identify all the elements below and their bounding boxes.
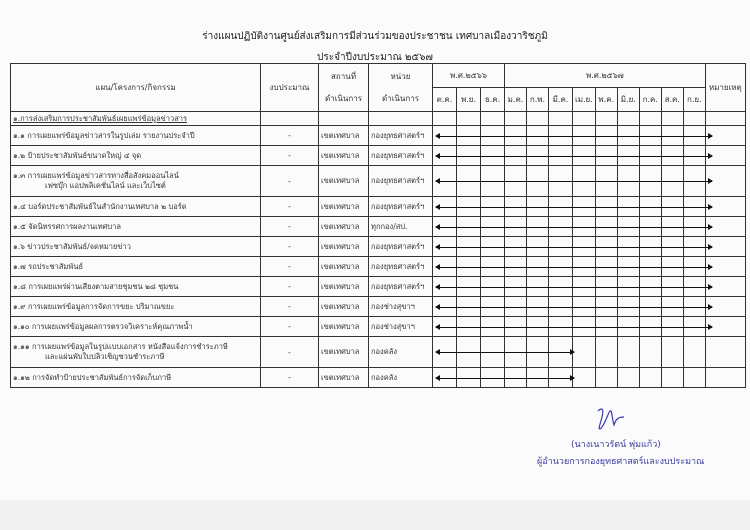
- month-cell: [505, 257, 527, 277]
- month-cell: [639, 277, 661, 297]
- plan-table: [10, 63, 746, 388]
- month-cell: [683, 126, 705, 146]
- header-month: ก.พ.: [527, 88, 549, 112]
- month-cell: [481, 297, 505, 317]
- month-cell: [549, 217, 573, 237]
- row-budget: -: [261, 146, 319, 166]
- month-cell: [683, 217, 705, 237]
- row-budget: -: [261, 368, 319, 388]
- signature-position: ผู้อำนวยการกองยุทธศาสตร์และงบประมาณ: [537, 457, 705, 467]
- month-cell: [505, 368, 527, 388]
- header-place-line2: ดำเนินการ: [325, 94, 362, 103]
- row-place: เขตเทศบาล: [319, 126, 369, 146]
- row-place: เขตเทศบาล: [319, 146, 369, 166]
- row-item: [11, 217, 261, 237]
- row-item-text: ๑.๖ ข่าวประชาสัมพันธ์/จดหมายข่าว: [13, 241, 131, 251]
- month-cell: [595, 217, 617, 237]
- row-budget: -: [261, 197, 319, 217]
- month-cell: [505, 126, 527, 146]
- row-place: เขตเทศบาล: [319, 257, 369, 277]
- signature-mark: [594, 405, 630, 435]
- page-bottom-margin: [0, 500, 750, 530]
- header-note: หมายเหตุ: [705, 64, 745, 112]
- row-item: [11, 337, 261, 368]
- month-cell: [683, 237, 705, 257]
- month-cell: [573, 197, 596, 217]
- month-cell: [639, 197, 661, 217]
- header-month: มิ.ย.: [617, 88, 639, 112]
- row-budget: -: [261, 166, 319, 197]
- row-budget: -: [261, 217, 319, 237]
- header-year-2566: พ.ศ.๒๕๖๖: [433, 64, 505, 88]
- month-cell: [481, 337, 505, 368]
- header-unit: [369, 64, 433, 112]
- month-cell: [481, 146, 505, 166]
- header-month: เม.ย.: [573, 88, 596, 112]
- row-unit: กองช่างสุขาฯ: [369, 297, 433, 317]
- month-cell: [573, 337, 596, 368]
- header-month: พ.ค.: [595, 88, 617, 112]
- month-cell: [595, 197, 617, 217]
- header-place: [319, 64, 369, 112]
- month-cell: [617, 126, 639, 146]
- month-cell: [433, 317, 457, 337]
- header-unit-line2: ดำเนินการ: [382, 94, 419, 103]
- month-cell: [481, 277, 505, 297]
- row-unit: กองคลัง: [369, 368, 433, 388]
- month-cell: [617, 337, 639, 368]
- table-row: [11, 217, 746, 237]
- row-unit: กองช่างสุขาฯ: [369, 317, 433, 337]
- table-row: [11, 166, 746, 197]
- month-cell: [481, 237, 505, 257]
- month-cell: [505, 217, 527, 237]
- month-cell: [527, 237, 549, 257]
- month-cell: [595, 146, 617, 166]
- month-cell: [595, 126, 617, 146]
- month-cell: [683, 317, 705, 337]
- month-cell: [661, 197, 683, 217]
- month-cell: [661, 146, 683, 166]
- table-row: [11, 197, 746, 217]
- month-cell: [595, 166, 617, 197]
- header-month: ก.ย.: [683, 88, 705, 112]
- row-item-text-2: และแผ่นพับใบปลิวเชิญชวนชำระภาษี: [45, 352, 165, 361]
- month-cell: [481, 217, 505, 237]
- month-cell: [639, 317, 661, 337]
- month-cell: [683, 197, 705, 217]
- month-cell: [457, 217, 481, 237]
- month-cell: [573, 217, 596, 237]
- month-cell: [457, 237, 481, 257]
- month-cell: [527, 217, 549, 237]
- month-cell: [457, 197, 481, 217]
- month-cell: [573, 277, 596, 297]
- row-unit: ทุกกอง/สป.: [369, 217, 433, 237]
- month-cell: [573, 237, 596, 257]
- row-item-text: ๑.๓ การเผยแพร่ข้อมูลข่าวสารทางสื่อสังคมออนไลน์: [13, 171, 179, 180]
- month-cell: [661, 257, 683, 277]
- row-item-text: ๑.๔ บอร์ดประชาสัมพันธ์ในสำนักงานเทศบาล ๒ บอร์ด: [13, 201, 187, 211]
- month-cell: [595, 337, 617, 368]
- row-unit: กองยุทธศาสตร์ฯ: [369, 237, 433, 257]
- row-unit: กองยุทธศาสตร์ฯ: [369, 166, 433, 197]
- month-cell: [549, 297, 573, 317]
- row-item: [11, 166, 261, 197]
- row-unit: กองยุทธศาสตร์ฯ: [369, 126, 433, 146]
- row-place: เขตเทศบาล: [319, 166, 369, 197]
- month-cell: [481, 257, 505, 277]
- table-row: [11, 297, 746, 317]
- month-cell: [661, 166, 683, 197]
- document-subtitle: ประจำปีงบประมาณ ๒๕๖๗: [317, 52, 433, 63]
- month-cell: [617, 146, 639, 166]
- month-cell: [527, 197, 549, 217]
- month-cell: [573, 297, 596, 317]
- header-month: ส.ค.: [661, 88, 683, 112]
- month-cell: [595, 277, 617, 297]
- row-budget: -: [261, 337, 319, 368]
- month-cell: [527, 317, 549, 337]
- row-unit: กองคลัง: [369, 337, 433, 368]
- header-month: พ.ย.: [457, 88, 481, 112]
- month-cell: [527, 257, 549, 277]
- month-cell: [505, 337, 527, 368]
- row-budget: -: [261, 277, 319, 297]
- month-cell: [457, 277, 481, 297]
- month-cell: [549, 368, 573, 388]
- row-place: เขตเทศบาล: [319, 297, 369, 317]
- month-cell: [549, 197, 573, 217]
- row-item: [11, 257, 261, 277]
- month-cell: [639, 337, 661, 368]
- month-cell: [457, 257, 481, 277]
- month-cell: [573, 126, 596, 146]
- month-cell: [639, 237, 661, 257]
- month-cell: [433, 277, 457, 297]
- month-cell: [683, 337, 705, 368]
- month-cell: [595, 237, 617, 257]
- table-row: [11, 126, 746, 146]
- row-item: [11, 126, 261, 146]
- month-cell: [573, 146, 596, 166]
- month-cell: [433, 297, 457, 317]
- month-cell: [481, 126, 505, 146]
- table-row: [11, 257, 746, 277]
- row-place: เขตเทศบาล: [319, 368, 369, 388]
- header-month: ธ.ค.: [481, 88, 505, 112]
- month-cell: [639, 126, 661, 146]
- month-cell: [573, 368, 596, 388]
- month-cell: [433, 257, 457, 277]
- month-cell: [661, 368, 683, 388]
- month-cell: [433, 197, 457, 217]
- month-cell: [661, 297, 683, 317]
- table-row: [11, 317, 746, 337]
- document-title: ร่างแผนปฏิบัติงานศูนย์ส่งเสริมการมีส่วนร่วมของประชาชน เทศบาลเมืองวาริชภูมิ: [202, 31, 548, 42]
- month-cell: [639, 166, 661, 197]
- row-place: เขตเทศบาล: [319, 317, 369, 337]
- header-budget: งบประมาณ: [261, 64, 319, 112]
- row-place: เขตเทศบาล: [319, 217, 369, 237]
- row-place: เขตเทศบาล: [319, 277, 369, 297]
- month-cell: [661, 277, 683, 297]
- month-cell: [661, 337, 683, 368]
- month-cell: [527, 126, 549, 146]
- row-item-text: ๑.๘ การเผยแพร่ผ่านเสียงตามสายชุมชน ๒๘ ชุมชน: [13, 281, 179, 291]
- month-cell: [433, 217, 457, 237]
- month-cell: [433, 337, 457, 368]
- month-cell: [481, 317, 505, 337]
- month-cell: [457, 337, 481, 368]
- row-item-text: ๑.๗ รถประชาสัมพันธ์: [13, 261, 84, 271]
- row-item-text: ๑.๑๒ การจัดทำป้ายประชาสัมพันธ์การจัดเก็บภาษี: [13, 372, 172, 382]
- month-cell: [683, 146, 705, 166]
- row-place: เขตเทศบาล: [319, 197, 369, 217]
- month-cell: [527, 146, 549, 166]
- month-cell: [661, 217, 683, 237]
- row-item: [11, 297, 261, 317]
- month-cell: [639, 257, 661, 277]
- month-cell: [573, 257, 596, 277]
- month-cell: [617, 166, 639, 197]
- month-cell: [617, 297, 639, 317]
- row-budget: -: [261, 257, 319, 277]
- month-cell: [683, 257, 705, 277]
- table-row: [11, 368, 746, 388]
- header-plan: แผน/โครงการ/กิจกรรม: [11, 64, 261, 112]
- month-cell: [683, 277, 705, 297]
- row-item: [11, 317, 261, 337]
- month-cell: [661, 317, 683, 337]
- month-cell: [549, 277, 573, 297]
- month-cell: [505, 166, 527, 197]
- month-cell: [457, 166, 481, 197]
- month-cell: [595, 297, 617, 317]
- section-title: ๑.การส่งเสริมการประชาสัมพันธ์เผยแพร่ข้อมูลข่าวสาร: [11, 112, 261, 126]
- header-month: ต.ค.: [433, 88, 457, 112]
- month-cell: [505, 277, 527, 297]
- month-cell: [549, 337, 573, 368]
- table-row: [11, 277, 746, 297]
- row-item-text: ๑.๑๑ การเผยแพร่ข้อมูลในรูปแบบเอกสาร หนังสือแจ้งการชำระภาษี: [13, 342, 228, 351]
- row-unit: กองยุทธศาสตร์ฯ: [369, 146, 433, 166]
- month-cell: [505, 297, 527, 317]
- month-cell: [549, 126, 573, 146]
- month-cell: [433, 166, 457, 197]
- month-cell: [549, 166, 573, 197]
- month-cell: [505, 317, 527, 337]
- month-cell: [433, 368, 457, 388]
- month-cell: [639, 217, 661, 237]
- row-budget: -: [261, 317, 319, 337]
- row-note: [705, 337, 745, 368]
- month-cell: [595, 368, 617, 388]
- month-cell: [481, 368, 505, 388]
- month-cell: [639, 368, 661, 388]
- month-cell: [617, 217, 639, 237]
- row-place: เขตเทศบาล: [319, 337, 369, 368]
- month-cell: [527, 368, 549, 388]
- table-row: [11, 337, 746, 368]
- row-item-text: ๑.๙ การเผยแพร่ข้อมูลการจัดการขยะ ปริมาณขยะ: [13, 301, 175, 311]
- row-place: เขตเทศบาล: [319, 237, 369, 257]
- month-cell: [481, 197, 505, 217]
- row-unit: กองยุทธศาสตร์ฯ: [369, 197, 433, 217]
- month-cell: [573, 317, 596, 337]
- row-item-text: ๑.๒ ป้ายประชาสัมพันธ์ขนาดใหญ่ ๔ จุด: [13, 150, 142, 160]
- month-cell: [505, 197, 527, 217]
- row-unit: กองยุทธศาสตร์ฯ: [369, 277, 433, 297]
- row-item-text: ๑.๕ จัดนิทรรศการผลงานเทศบาล: [13, 221, 121, 231]
- header-place-line1: สถานที่: [331, 72, 356, 81]
- month-cell: [549, 257, 573, 277]
- month-cell: [683, 166, 705, 197]
- month-cell: [595, 317, 617, 337]
- month-cell: [573, 166, 596, 197]
- row-item-text-2: เฟซบุ๊ก แอปพลิเคชั่นไลน์ และเว็บไซต์: [45, 181, 166, 190]
- month-cell: [617, 317, 639, 337]
- month-cell: [549, 317, 573, 337]
- month-cell: [527, 277, 549, 297]
- month-cell: [505, 237, 527, 257]
- row-item: [11, 368, 261, 388]
- signature-name: (นางเนาวรัตน์ พุ่มแก้ว): [571, 440, 661, 450]
- month-cell: [433, 237, 457, 257]
- row-item: [11, 277, 261, 297]
- row-budget: -: [261, 297, 319, 317]
- header-unit-line1: หน่วย: [390, 72, 411, 81]
- month-cell: [639, 146, 661, 166]
- month-cell: [457, 146, 481, 166]
- row-item-text: ๑.๑ การเผยแพร่ข้อมูลข่าวสารในรูปเล่ม รายงานประจำปี: [13, 130, 195, 140]
- month-cell: [457, 368, 481, 388]
- header-month: ก.ค.: [639, 88, 661, 112]
- month-cell: [617, 257, 639, 277]
- header-year-2567: พ.ศ.๒๕๖๗: [505, 64, 706, 88]
- month-cell: [595, 257, 617, 277]
- table-row: [11, 237, 746, 257]
- header-month: ม.ค.: [505, 88, 527, 112]
- month-cell: [617, 197, 639, 217]
- table-row: [11, 146, 746, 166]
- month-cell: [661, 126, 683, 146]
- month-cell: [617, 277, 639, 297]
- month-cell: [457, 317, 481, 337]
- month-cell: [683, 297, 705, 317]
- month-cell: [617, 237, 639, 257]
- month-cell: [617, 368, 639, 388]
- month-cell: [505, 146, 527, 166]
- row-item: [11, 237, 261, 257]
- month-cell: [683, 368, 705, 388]
- row-budget: -: [261, 237, 319, 257]
- row-unit: กองยุทธศาสตร์ฯ: [369, 257, 433, 277]
- row-budget: -: [261, 126, 319, 146]
- month-cell: [639, 297, 661, 317]
- month-cell: [457, 297, 481, 317]
- month-cell: [457, 126, 481, 146]
- row-item-text: ๑.๑๐ การเผยแพร่ข้อมูลผลการตรวจวิเคราะห์คุณภาพน้ำ: [13, 321, 193, 331]
- month-cell: [481, 166, 505, 197]
- month-cell: [661, 237, 683, 257]
- month-cell: [527, 337, 549, 368]
- month-cell: [433, 146, 457, 166]
- month-cell: [433, 126, 457, 146]
- month-cell: [527, 297, 549, 317]
- month-cell: [549, 146, 573, 166]
- row-item: [11, 146, 261, 166]
- month-cell: [549, 237, 573, 257]
- month-cell: [527, 166, 549, 197]
- header-month: มี.ค.: [549, 88, 573, 112]
- row-item: [11, 197, 261, 217]
- row-note: [705, 368, 745, 388]
